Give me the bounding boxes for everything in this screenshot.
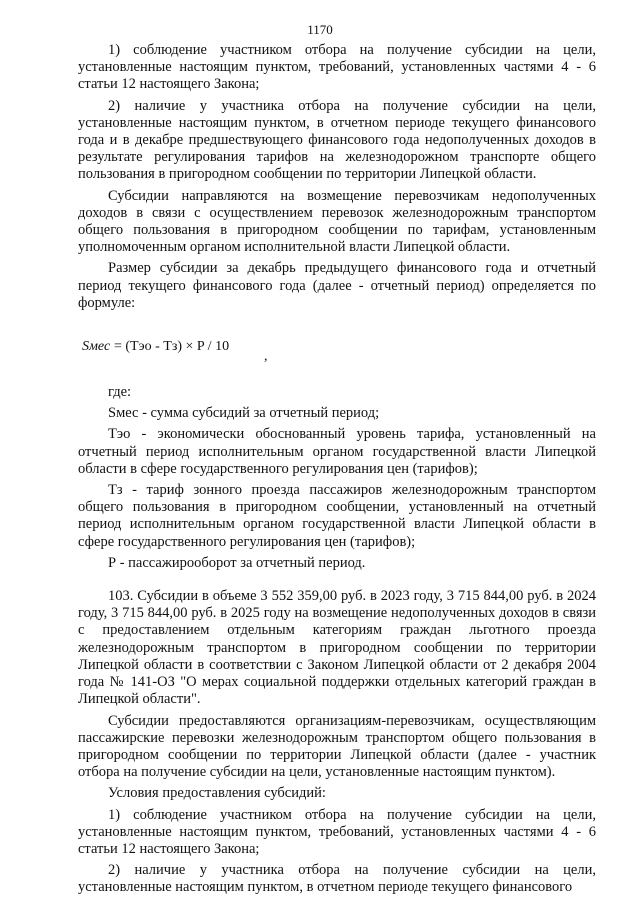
formula-trail: , — [264, 349, 268, 365]
formula — [78, 326, 596, 368]
paragraph-condition-2b: 2) наличие у участника отбора на получение субсидии на цели, установленные настоящим пунктом, в отчетном периоде текущего финансового — [78, 862, 596, 896]
formula-lhs: Sмес — [82, 339, 111, 355]
paragraph-subsidy-purpose: Субсидии направляются на возмещение перевозчикам недополученных доходов в связи с осуществлением перевозок железнодорожным транспортом общего пользования в пригородном сообщении по тарифам, установленным уполномоченным органом исполнительной власти Липецкой области. — [78, 187, 596, 256]
paragraph-103: 103. Субсидии в объеме 3 552 359,00 руб. в 2023 году, 3 715 844,00 руб. в 2024 году, 3 715 844,00 руб. в 2025 году на возмещение недополученных доходов в связи с предоставлением отдельным категориям граждан льготного проезда железнодорожным транспортом в пригородном сообщении по территории Липецкой области в соответствии с Законом Липецкой области от 2 декабря 2004 года № 141-ОЗ "О мерах социальной поддержки отдельных категорий граждан в Липецкой области". — [78, 588, 596, 708]
legend-item: Тэо - экономически обоснованный уровень тарифа, установленный на отчетный период исполнительным органом государственной власти Липецкой области в сфере государственного регулирования цен (тарифов); — [78, 426, 596, 477]
where-label: где: — [108, 384, 132, 401]
paragraph-condition-1b: 1) соблюдение участником отбора на получение субсидии на цели, установленные настоящим пунктом, требований, установленных частями 4 - 6 статьи 12 настоящего Закона; — [78, 806, 596, 857]
page-number: 1170 — [307, 22, 333, 37]
formula-legend — [78, 405, 596, 572]
document-body — [78, 42, 596, 901]
paragraph-conditions-heading: Условия предоставления субсидий: — [108, 785, 326, 802]
paragraph-condition-2: 2) наличие у участника отбора на получение субсидии на цели, установленные настоящим пунктом, в отчетном периоде текущего финансового года и в декабре предшествующего финансового года недополученных доходов в результате регулирования тарифов на железнодорожном транспорте общего пользования в пригородном сообщении по территории Липецкой области. — [78, 97, 596, 183]
section-spacer — [78, 576, 596, 588]
paragraph-subsidy-size: Размер субсидии за декабрь предыдущего финансового года и отчетный период текущего финансового года (далее - отчетный период) определяется по формуле: — [78, 260, 596, 311]
paragraph-recipients: Субсидии предоставляются организациям-перевозчикам, осуществляющим пассажирские перевозки железнодорожным транспортом общего пользования в пригородном сообщении по территории Липецкой области (далее - участник отбора на получение субсидии на цели, установленные настоящим пунктом). — [78, 712, 596, 781]
formula-rhs: = (Tэо - Tз) × P / 10 — [114, 339, 230, 355]
legend-item: Sмес - сумма субсидий за отчетный период; — [108, 405, 380, 422]
paragraph-condition-1: 1) соблюдение участником отбора на получение субсидии на цели, установленные настоящим пунктом, требований, установленных частями 4 - 6 статьи 12 настоящего Закона; — [78, 42, 596, 93]
legend-item: Р - пассажирооборот за отчетный период. — [108, 554, 366, 571]
legend-item: Тз - тариф зонного проезда пассажиров железнодорожным транспортом общего пользования в пригородном сообщении, установленный на отчетный период исполнительным органом государственной власти Липецкой области в сфере государственного регулирования цен (тарифов); — [78, 482, 596, 550]
